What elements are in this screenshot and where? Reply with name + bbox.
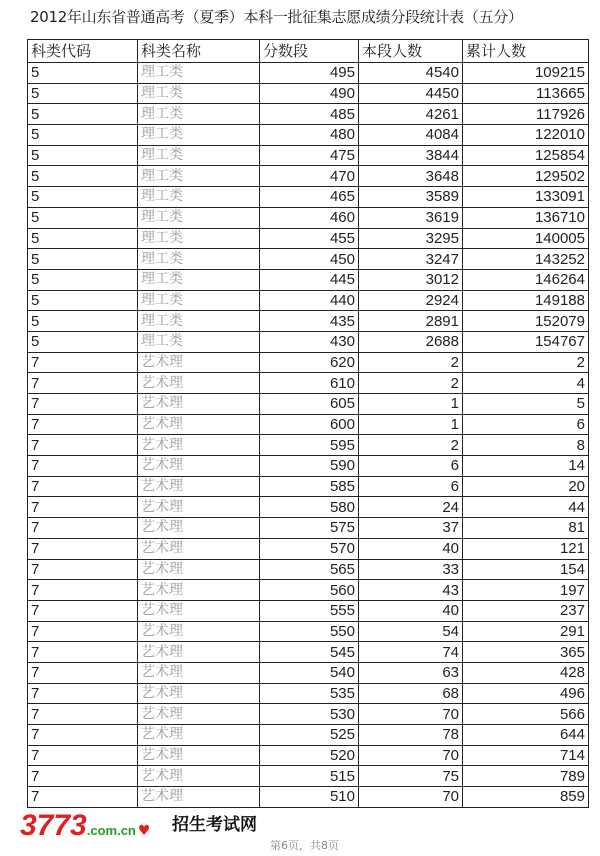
cell-category-code: 7 xyxy=(28,580,138,601)
cell-cumulative-count: 129502 xyxy=(463,166,589,187)
cell-category-code: 5 xyxy=(28,311,138,332)
cell-score-band: 465 xyxy=(260,187,359,208)
cell-category-name: 理工类 xyxy=(138,207,260,228)
cell-cumulative-count: 121 xyxy=(463,538,589,559)
cell-band-count: 6 xyxy=(359,456,463,477)
cell-band-count: 3589 xyxy=(359,187,463,208)
cell-score-band: 470 xyxy=(260,166,359,187)
cell-band-count: 4450 xyxy=(359,83,463,104)
cell-category-code: 7 xyxy=(28,704,138,725)
cell-category-name: 艺术理 xyxy=(138,725,260,746)
cell-score-band: 550 xyxy=(260,621,359,642)
watermark-domain: .com.cn xyxy=(86,823,136,838)
cell-band-count: 3247 xyxy=(359,249,463,270)
cell-band-count: 75 xyxy=(359,766,463,787)
cell-band-count: 40 xyxy=(359,538,463,559)
cell-band-count: 37 xyxy=(359,518,463,539)
cell-category-name: 理工类 xyxy=(138,331,260,352)
cell-cumulative-count: 365 xyxy=(463,642,589,663)
cell-band-count: 2 xyxy=(359,373,463,394)
table-row xyxy=(28,290,589,311)
cell-band-count: 2688 xyxy=(359,331,463,352)
cell-cumulative-count: 6 xyxy=(463,414,589,435)
cell-category-name: 艺术理 xyxy=(138,683,260,704)
header-category-name: 科类名称 xyxy=(138,40,260,63)
cell-score-band: 605 xyxy=(260,394,359,415)
cell-category-name: 艺术理 xyxy=(138,414,260,435)
cell-cumulative-count: 859 xyxy=(463,787,589,808)
cell-category-code: 7 xyxy=(28,538,138,559)
cell-category-code: 7 xyxy=(28,745,138,766)
table-row xyxy=(28,414,589,435)
cell-score-band: 580 xyxy=(260,497,359,518)
cell-category-name: 艺术理 xyxy=(138,580,260,601)
cell-category-name: 艺术理 xyxy=(138,559,260,580)
header-cumulative-count: 累计人数 xyxy=(463,40,589,63)
cell-score-band: 445 xyxy=(260,269,359,290)
cell-category-code: 7 xyxy=(28,642,138,663)
table-row xyxy=(28,125,589,146)
cell-category-code: 7 xyxy=(28,766,138,787)
cell-band-count: 74 xyxy=(359,642,463,663)
watermark-site-name: 招生考试网 xyxy=(172,815,257,835)
table-row xyxy=(28,766,589,787)
cell-score-band: 460 xyxy=(260,207,359,228)
cell-cumulative-count: 14 xyxy=(463,456,589,477)
cell-cumulative-count: 152079 xyxy=(463,311,589,332)
cell-score-band: 525 xyxy=(260,725,359,746)
cell-cumulative-count: 154767 xyxy=(463,331,589,352)
cell-category-code: 7 xyxy=(28,394,138,415)
cell-band-count: 78 xyxy=(359,725,463,746)
cell-category-name: 理工类 xyxy=(138,125,260,146)
cell-category-name: 理工类 xyxy=(138,63,260,84)
cell-band-count: 2 xyxy=(359,352,463,373)
table-row xyxy=(28,456,589,477)
document-title: 2012年山东省普通高考（夏季）本科一批征集志愿成绩分段统计表（五分） xyxy=(30,8,523,26)
cell-band-count: 4540 xyxy=(359,63,463,84)
cell-category-name: 理工类 xyxy=(138,187,260,208)
cell-cumulative-count: 109215 xyxy=(463,63,589,84)
cell-category-name: 艺术理 xyxy=(138,600,260,621)
cell-category-name: 理工类 xyxy=(138,228,260,249)
cell-cumulative-count: 428 xyxy=(463,662,589,683)
table-row xyxy=(28,63,589,84)
score-table xyxy=(27,39,589,808)
cell-band-count: 70 xyxy=(359,704,463,725)
cell-band-count: 4084 xyxy=(359,125,463,146)
cell-category-name: 艺术理 xyxy=(138,766,260,787)
cell-score-band: 545 xyxy=(260,642,359,663)
table-row xyxy=(28,394,589,415)
table-row xyxy=(28,352,589,373)
cell-category-code: 5 xyxy=(28,331,138,352)
table-row xyxy=(28,435,589,456)
table-row xyxy=(28,187,589,208)
cell-band-count: 70 xyxy=(359,787,463,808)
table-row xyxy=(28,331,589,352)
cell-category-name: 理工类 xyxy=(138,145,260,166)
cell-category-code: 7 xyxy=(28,518,138,539)
cell-category-code: 5 xyxy=(28,145,138,166)
cell-cumulative-count: 140005 xyxy=(463,228,589,249)
header-category-code: 科类代码 xyxy=(28,40,138,63)
page-number: 第6页，共8页 xyxy=(270,839,339,852)
cell-cumulative-count: 5 xyxy=(463,394,589,415)
cell-cumulative-count: 44 xyxy=(463,497,589,518)
cell-score-band: 485 xyxy=(260,104,359,125)
table-row xyxy=(28,683,589,704)
cell-category-name: 艺术理 xyxy=(138,538,260,559)
cell-cumulative-count: 8 xyxy=(463,435,589,456)
cell-score-band: 560 xyxy=(260,580,359,601)
cell-band-count: 4261 xyxy=(359,104,463,125)
cell-category-code: 7 xyxy=(28,600,138,621)
cell-category-name: 艺术理 xyxy=(138,352,260,373)
table-row xyxy=(28,228,589,249)
cell-category-code: 7 xyxy=(28,352,138,373)
cell-score-band: 575 xyxy=(260,518,359,539)
header-band-count: 本段人数 xyxy=(359,40,463,63)
cell-score-band: 510 xyxy=(260,787,359,808)
cell-cumulative-count: 149188 xyxy=(463,290,589,311)
cell-category-name: 艺术理 xyxy=(138,476,260,497)
cell-score-band: 440 xyxy=(260,290,359,311)
cell-category-code: 7 xyxy=(28,683,138,704)
table-row xyxy=(28,580,589,601)
table-row xyxy=(28,704,589,725)
table-row xyxy=(28,600,589,621)
cell-category-name: 艺术理 xyxy=(138,394,260,415)
cell-category-name: 艺术理 xyxy=(138,745,260,766)
cell-score-band: 610 xyxy=(260,373,359,394)
header-score-band: 分数段 xyxy=(260,40,359,63)
cell-category-name: 理工类 xyxy=(138,166,260,187)
cell-category-name: 理工类 xyxy=(138,83,260,104)
cell-band-count: 63 xyxy=(359,662,463,683)
cell-score-band: 435 xyxy=(260,311,359,332)
cell-band-count: 2924 xyxy=(359,290,463,311)
cell-score-band: 540 xyxy=(260,662,359,683)
cell-band-count: 1 xyxy=(359,414,463,435)
cell-cumulative-count: 143252 xyxy=(463,249,589,270)
table-row xyxy=(28,104,589,125)
cell-cumulative-count: 237 xyxy=(463,600,589,621)
cell-cumulative-count: 136710 xyxy=(463,207,589,228)
cell-category-name: 艺术理 xyxy=(138,642,260,663)
cell-category-code: 5 xyxy=(28,125,138,146)
cell-category-name: 艺术理 xyxy=(138,704,260,725)
cell-band-count: 33 xyxy=(359,559,463,580)
cell-category-code: 5 xyxy=(28,207,138,228)
watermark-logo xyxy=(20,811,150,841)
cell-score-band: 565 xyxy=(260,559,359,580)
cell-cumulative-count: 291 xyxy=(463,621,589,642)
cell-category-code: 7 xyxy=(28,435,138,456)
cell-score-band: 475 xyxy=(260,145,359,166)
cell-band-count: 3295 xyxy=(359,228,463,249)
cell-band-count: 54 xyxy=(359,621,463,642)
cell-cumulative-count: 789 xyxy=(463,766,589,787)
table-row xyxy=(28,518,589,539)
table-row xyxy=(28,207,589,228)
cell-cumulative-count: 81 xyxy=(463,518,589,539)
cell-cumulative-count: 4 xyxy=(463,373,589,394)
cell-cumulative-count: 644 xyxy=(463,725,589,746)
cell-category-code: 7 xyxy=(28,559,138,580)
cell-cumulative-count: 133091 xyxy=(463,187,589,208)
table-row xyxy=(28,476,589,497)
cell-category-name: 艺术理 xyxy=(138,621,260,642)
cell-cumulative-count: 117926 xyxy=(463,104,589,125)
cell-cumulative-count: 2 xyxy=(463,352,589,373)
cell-category-name: 理工类 xyxy=(138,311,260,332)
heart-icon: ♥ xyxy=(137,823,151,839)
cell-category-code: 5 xyxy=(28,83,138,104)
table-row xyxy=(28,538,589,559)
cell-score-band: 590 xyxy=(260,456,359,477)
cell-score-band: 480 xyxy=(260,125,359,146)
cell-score-band: 495 xyxy=(260,63,359,84)
table-row xyxy=(28,725,589,746)
cell-band-count: 70 xyxy=(359,745,463,766)
cell-cumulative-count: 714 xyxy=(463,745,589,766)
table-row xyxy=(28,166,589,187)
cell-category-name: 艺术理 xyxy=(138,456,260,477)
cell-category-code: 5 xyxy=(28,290,138,311)
cell-score-band: 600 xyxy=(260,414,359,435)
cell-cumulative-count: 122010 xyxy=(463,125,589,146)
cell-score-band: 450 xyxy=(260,249,359,270)
cell-category-code: 7 xyxy=(28,662,138,683)
cell-score-band: 585 xyxy=(260,476,359,497)
cell-category-code: 5 xyxy=(28,63,138,84)
cell-band-count: 24 xyxy=(359,497,463,518)
table-row xyxy=(28,373,589,394)
cell-band-count: 2891 xyxy=(359,311,463,332)
cell-category-name: 艺术理 xyxy=(138,787,260,808)
table-row xyxy=(28,642,589,663)
cell-score-band: 620 xyxy=(260,352,359,373)
cell-band-count: 1 xyxy=(359,394,463,415)
table-row xyxy=(28,559,589,580)
cell-score-band: 455 xyxy=(260,228,359,249)
table-row xyxy=(28,249,589,270)
cell-category-code: 7 xyxy=(28,456,138,477)
cell-score-band: 570 xyxy=(260,538,359,559)
watermark-number: 3773 xyxy=(20,809,87,842)
cell-category-name: 艺术理 xyxy=(138,518,260,539)
cell-score-band: 555 xyxy=(260,600,359,621)
table-row xyxy=(28,83,589,104)
cell-score-band: 430 xyxy=(260,331,359,352)
table-row xyxy=(28,145,589,166)
cell-category-name: 理工类 xyxy=(138,249,260,270)
cell-cumulative-count: 197 xyxy=(463,580,589,601)
cell-category-name: 艺术理 xyxy=(138,662,260,683)
table-header-row xyxy=(28,40,589,63)
cell-category-name: 艺术理 xyxy=(138,435,260,456)
cell-category-code: 5 xyxy=(28,228,138,249)
cell-score-band: 490 xyxy=(260,83,359,104)
cell-category-code: 7 xyxy=(28,373,138,394)
cell-score-band: 595 xyxy=(260,435,359,456)
cell-category-code: 7 xyxy=(28,476,138,497)
cell-category-name: 艺术理 xyxy=(138,373,260,394)
table-row xyxy=(28,497,589,518)
cell-score-band: 535 xyxy=(260,683,359,704)
cell-cumulative-count: 20 xyxy=(463,476,589,497)
cell-category-name: 理工类 xyxy=(138,269,260,290)
table-row xyxy=(28,621,589,642)
cell-band-count: 3844 xyxy=(359,145,463,166)
cell-category-code: 5 xyxy=(28,249,138,270)
cell-category-name: 理工类 xyxy=(138,104,260,125)
cell-category-name: 理工类 xyxy=(138,290,260,311)
cell-category-code: 5 xyxy=(28,166,138,187)
cell-band-count: 3619 xyxy=(359,207,463,228)
cell-score-band: 530 xyxy=(260,704,359,725)
cell-cumulative-count: 566 xyxy=(463,704,589,725)
cell-category-code: 7 xyxy=(28,414,138,435)
cell-score-band: 520 xyxy=(260,745,359,766)
table-row xyxy=(28,745,589,766)
cell-cumulative-count: 146264 xyxy=(463,269,589,290)
table-row xyxy=(28,787,589,808)
cell-category-code: 7 xyxy=(28,497,138,518)
cell-band-count: 6 xyxy=(359,476,463,497)
cell-category-code: 5 xyxy=(28,187,138,208)
cell-category-code: 5 xyxy=(28,269,138,290)
cell-score-band: 515 xyxy=(260,766,359,787)
table-row xyxy=(28,311,589,332)
cell-band-count: 68 xyxy=(359,683,463,704)
cell-band-count: 2 xyxy=(359,435,463,456)
cell-cumulative-count: 496 xyxy=(463,683,589,704)
cell-cumulative-count: 113665 xyxy=(463,83,589,104)
cell-band-count: 43 xyxy=(359,580,463,601)
cell-category-code: 7 xyxy=(28,787,138,808)
cell-category-code: 5 xyxy=(28,104,138,125)
table-row xyxy=(28,269,589,290)
cell-band-count: 40 xyxy=(359,600,463,621)
cell-cumulative-count: 125854 xyxy=(463,145,589,166)
cell-category-code: 7 xyxy=(28,725,138,746)
cell-category-name: 艺术理 xyxy=(138,497,260,518)
cell-cumulative-count: 154 xyxy=(463,559,589,580)
table-row xyxy=(28,662,589,683)
cell-band-count: 3012 xyxy=(359,269,463,290)
cell-band-count: 3648 xyxy=(359,166,463,187)
cell-category-code: 7 xyxy=(28,621,138,642)
